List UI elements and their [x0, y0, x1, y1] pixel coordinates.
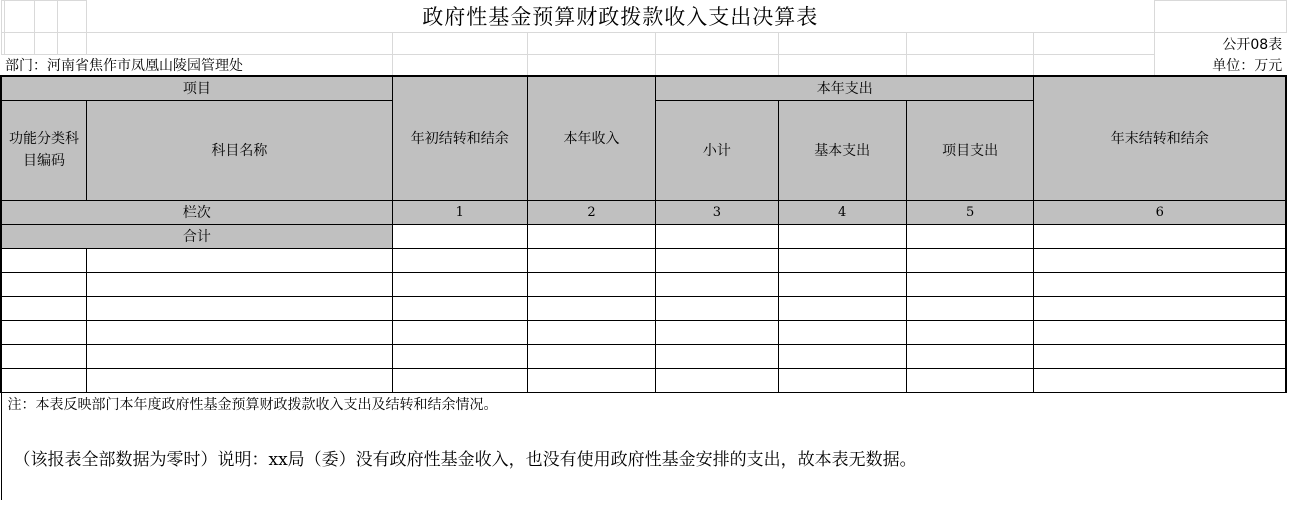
row-func-code: [1, 248, 86, 272]
column-index-1: 1: [392, 200, 527, 224]
row-cell: [527, 368, 655, 392]
row-cell: [527, 296, 655, 320]
total-subtotal: [656, 224, 778, 248]
department-label: 部门：河南省焦作市凤凰山陵园管理处: [5, 58, 243, 74]
row-cell: [392, 344, 527, 368]
row-subject-name: [86, 272, 392, 296]
row-cell: [527, 344, 655, 368]
row-cell: [1034, 344, 1286, 368]
column-index-3: 3: [656, 200, 778, 224]
table-row: [1, 368, 1288, 392]
grid-cell: [58, 33, 86, 55]
row-cell: [1034, 272, 1286, 296]
column-index-6: 6: [1034, 200, 1286, 224]
column-index-label: 栏次: [1, 200, 392, 224]
grid-cell: [392, 33, 527, 55]
row-cell: [392, 248, 527, 272]
row-cell: [392, 272, 527, 296]
row-cell: [906, 272, 1033, 296]
row-cell: [906, 248, 1033, 272]
row-cell: [392, 368, 527, 392]
grid-cell: [906, 33, 1033, 55]
row-cell: [778, 248, 906, 272]
table-row: [1, 272, 1288, 296]
total-basic: [778, 224, 906, 248]
grid-cell: [1034, 33, 1154, 55]
grid-cell: [1286, 1, 1288, 33]
grid-cell: [1286, 55, 1288, 77]
row-cell: [778, 368, 906, 392]
grid-cell: [1034, 55, 1154, 77]
row-func-code: [1, 368, 86, 392]
header-income: 本年收入: [527, 76, 655, 200]
row-cell: [656, 296, 778, 320]
unit-label: 单位：万元: [1212, 57, 1283, 74]
row-cell: [656, 368, 778, 392]
row-subject-name: [86, 344, 392, 368]
header-subject-name: 科目名称: [86, 100, 392, 200]
grid-cell: [5, 33, 34, 55]
grid-cell: [58, 1, 86, 33]
grid-cell: [527, 33, 655, 55]
header-project: 项目支出: [906, 100, 1033, 200]
row-subject-name: [86, 368, 392, 392]
grid-cell: [1154, 1, 1286, 33]
grid-cell: [1286, 33, 1288, 55]
row-cell: [906, 320, 1033, 344]
row-cell: [778, 320, 906, 344]
grid-cell: [778, 55, 906, 77]
row-cell: [778, 272, 906, 296]
row-cell: [392, 320, 527, 344]
grid-cell: [34, 1, 58, 33]
table-row: [1, 320, 1288, 344]
column-index-4: 4: [778, 200, 906, 224]
grid-cell: [527, 55, 655, 77]
column-index-5: 5: [906, 200, 1033, 224]
table-note: 注：本表反映部门本年度政府性基金预算财政拨款收入支出及结转和结余情况。: [1, 392, 1286, 415]
grid-cell: [778, 33, 906, 55]
grid-cell: [1286, 392, 1288, 415]
header-func-code: 功能分类科目编码: [1, 100, 86, 200]
row-subject-name: [86, 248, 392, 272]
grid-cell: [86, 33, 392, 55]
header-closing-balance: 年末结转和结余: [1034, 76, 1286, 200]
row-cell: [1034, 320, 1286, 344]
no-data-explanation: （该报表全部数据为零时）说明：xx局（委）没有政府性基金收入，也没有使用政府性基金安排的支出，故本表无数据。: [1, 415, 1286, 500]
report-title: 政府性基金预算财政拨款收入支出决算表: [422, 5, 819, 30]
row-cell: [656, 248, 778, 272]
header-expenditure: 本年支出: [656, 76, 1034, 100]
total-label: 合计: [1, 224, 392, 248]
header-basic: 基本支出: [778, 100, 906, 200]
grid-cell: [656, 33, 778, 55]
row-subject-name: [86, 320, 392, 344]
grid-cell: [906, 55, 1033, 77]
row-cell: [906, 344, 1033, 368]
row-cell: [906, 368, 1033, 392]
row-cell: [527, 320, 655, 344]
row-cell: [392, 296, 527, 320]
grid-cell: [656, 55, 778, 77]
grid-cell: [392, 55, 527, 77]
table-row: [1, 248, 1288, 272]
row-cell: [656, 344, 778, 368]
report-code: 公开08表: [1222, 36, 1283, 53]
table-row: [1, 296, 1288, 320]
row-func-code: [1, 296, 86, 320]
header-subtotal: 小计: [656, 100, 778, 200]
row-cell: [656, 320, 778, 344]
row-cell: [527, 248, 655, 272]
row-cell: [1034, 248, 1286, 272]
row-cell: [778, 344, 906, 368]
column-index-2: 2: [527, 200, 655, 224]
header-opening-balance: 年初结转和结余: [392, 76, 527, 200]
row-cell: [656, 272, 778, 296]
total-income: [527, 224, 655, 248]
header-item: 项目: [1, 76, 392, 100]
row-func-code: [1, 320, 86, 344]
row-func-code: [1, 344, 86, 368]
row-cell: [527, 272, 655, 296]
table-row: [1, 344, 1288, 368]
row-subject-name: [86, 296, 392, 320]
grid-cell: [1286, 415, 1288, 500]
row-cell: [1034, 296, 1286, 320]
total-opening-balance: [392, 224, 527, 248]
grid-cell: [5, 1, 34, 33]
row-func-code: [1, 272, 86, 296]
row-cell: [906, 296, 1033, 320]
grid-cell: [34, 33, 58, 55]
row-cell: [778, 296, 906, 320]
total-closing-balance: [1034, 224, 1286, 248]
row-cell: [1034, 368, 1286, 392]
total-project: [906, 224, 1033, 248]
